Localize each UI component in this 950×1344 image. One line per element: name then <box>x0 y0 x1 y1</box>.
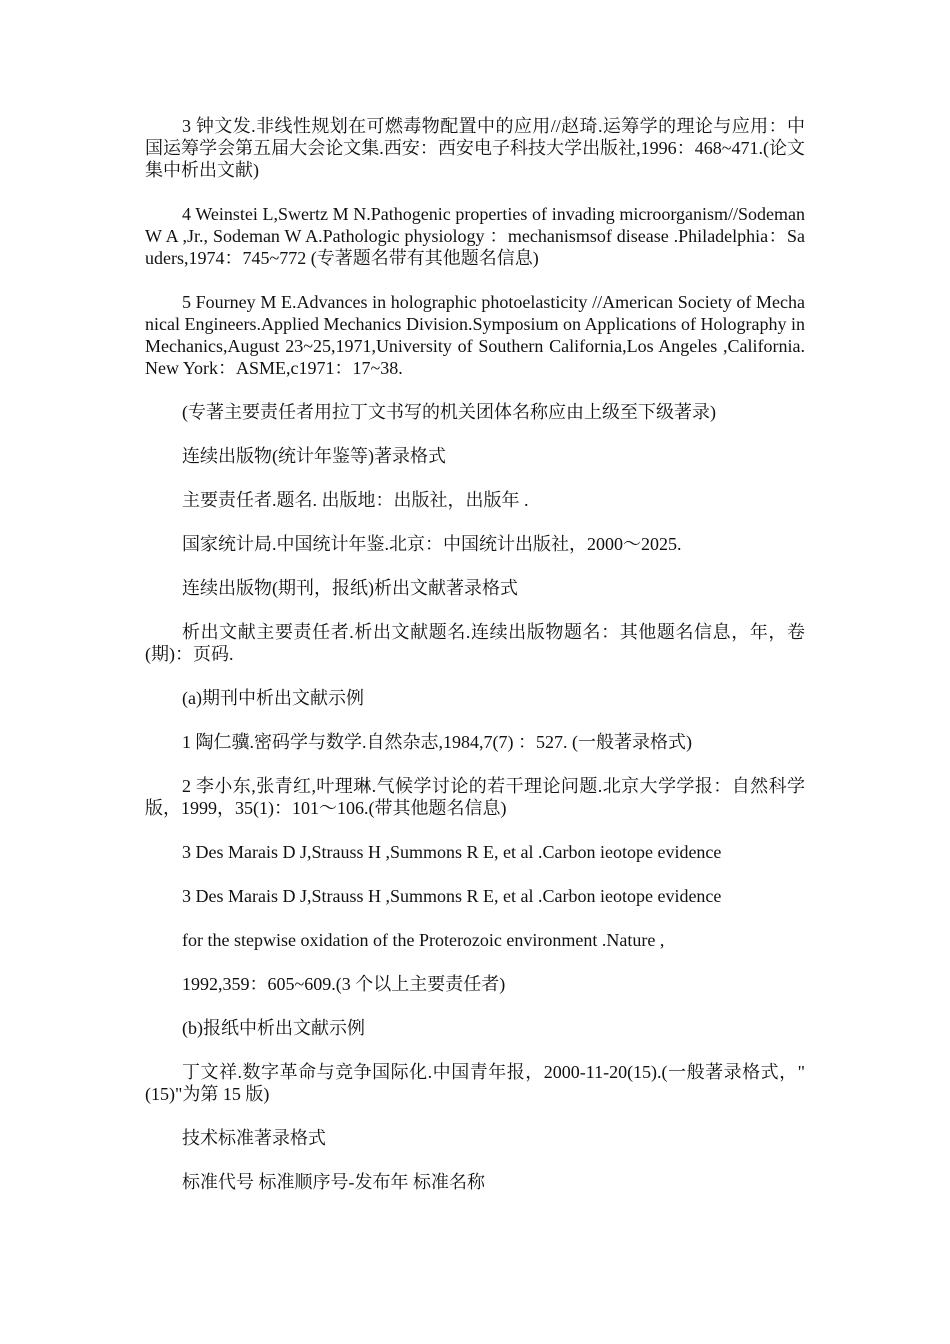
example-paragraph: 1 陶仁骥.密码学与数学.自然杂志,1984,7(7) ：527. (一般著录格式) <box>182 732 692 752</box>
example-paragraph: 国家统计局.中国统计年鉴.北京：中国统计出版社，2000～2025. <box>182 534 682 554</box>
example-paragraph: 1992,359：605~609.(3 个以上主要责任者) <box>182 974 506 994</box>
example-paragraph: 3 Des Marais D J,Strauss H ,Summons R E, et al .Carbon ieotope evidence <box>182 886 722 906</box>
reference-paragraph: 3 钟文发.非线性规划在可燃毒物配置中的应用//赵琦.运筹学的理论与应用：中国运筹学会第五届大会论文集.西安：西安电子科技大学出版社,1996：468~471.(论文集中析出文献) <box>145 116 805 180</box>
reference-paragraph: 5 Fourney M E.Advances in holographic photoelasticity //American Society of Mechanical Engineers.Applied Mechanics Division.Symposium on Applications of Holography in Mechanics,August 23~25,1971,University of Southern California,Los Angeles ,California.New York：ASME,c1971：17~38. <box>145 292 805 378</box>
section-heading: 连续出版物(期刊，报纸)析出文献著录格式 <box>182 578 518 598</box>
section-heading: 技术标准著录格式 <box>182 1128 326 1148</box>
format-paragraph: 析出文献主要责任者.析出文献题名.连续出版物题名：其他题名信息，年，卷(期)：页码. <box>145 622 805 664</box>
reference-paragraph: 4 Weinstei L,Swertz M N.Pathogenic properties of invading microorganism//Sodeman W A ,Jr., Sodeman W A.Pathologic physiology ：mechanismsof disease .Philadelphia：Sauders,1974：745~772 (专著题名带有其他题名信息) <box>145 204 805 268</box>
example-paragraph: 3 Des Marais D J,Strauss H ,Summons R E, et al .Carbon ieotope evidence <box>182 842 722 862</box>
subsection-heading: (a)期刊中析出文献示例 <box>182 688 364 708</box>
document-body <box>145 115 805 1215</box>
format-paragraph: 标准代号 标准顺序号-发布年 标准名称 <box>182 1172 485 1192</box>
example-paragraph: for the stepwise oxidation of the Proterozoic environment .Nature , <box>182 930 665 950</box>
format-paragraph: 主要责任者.题名. 出版地：出版社，出版年 . <box>182 490 529 510</box>
section-heading: 连续出版物(统计年鉴等)著录格式 <box>182 446 446 466</box>
example-paragraph: 2 李小东,张青红,叶理琳.气候学讨论的若干理论问题.北京大学学报：自然科学版，1999，35(1)：101～106.(带其他题名信息) <box>145 776 805 818</box>
note-paragraph: (专著主要责任者用拉丁文书写的机关团体名称应由上级至下级著录) <box>182 402 716 422</box>
subsection-heading: (b)报纸中析出文献示例 <box>182 1018 365 1038</box>
example-paragraph: 丁文祥.数字革命与竞争国际化.中国青年报，2000-11-20(15).(一般著录格式，"(15)"为第 15 版) <box>145 1062 805 1104</box>
